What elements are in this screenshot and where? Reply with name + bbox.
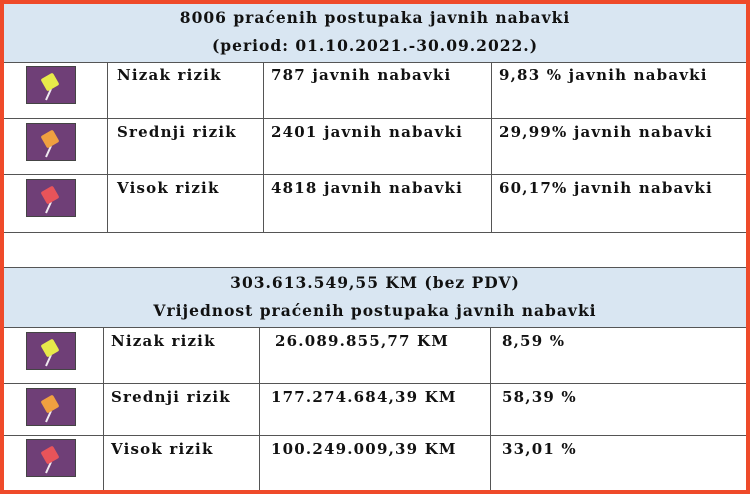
procurement-value: 177.274.684,39 KM	[271, 388, 457, 406]
value-percent: 33,01 %	[502, 440, 577, 458]
procurement-value: 100.249.009,39 KM	[271, 440, 457, 458]
risk-flag-icon	[26, 123, 76, 161]
section2-header	[4, 267, 746, 328]
procurement-count: 2401 javnih nabavki	[271, 123, 464, 141]
procurement-percent: 60,17% javnih nabavki	[499, 179, 713, 197]
risk-flag-icon	[26, 66, 76, 104]
table-row	[4, 384, 746, 436]
risk-level-label: Srednji rizik	[111, 388, 231, 406]
table-row	[4, 436, 746, 490]
value-percent: 8,59 %	[502, 332, 566, 350]
risk-level-label: Nizak rizik	[111, 332, 216, 350]
table-row	[4, 62, 746, 119]
risk-level-label: Srednji rizik	[117, 123, 237, 141]
section1-header	[4, 4, 746, 63]
table-row	[4, 328, 746, 384]
risk-flag-icon	[26, 388, 76, 426]
procurement-count: 787 javnih nabavki	[271, 66, 452, 84]
procurement-count: 4818 javnih nabavki	[271, 179, 464, 197]
procurement-percent: 29,99% javnih nabavki	[499, 123, 713, 141]
section2-subtitle: Vrijednost praćenih postupaka javnih nabavki	[153, 301, 597, 320]
risk-flag-icon	[26, 332, 76, 370]
table-row	[4, 119, 746, 175]
risk-level-label: Visok rizik	[117, 179, 220, 197]
section1-subtitle: (period: 01.10.2021.-30.09.2022.)	[211, 36, 539, 55]
procurement-percent: 9,83 % javnih nabavki	[499, 66, 708, 84]
value-percent: 58,39 %	[502, 388, 577, 406]
risk-level-label: Visok rizik	[111, 440, 214, 458]
section-spacer	[4, 233, 746, 267]
section1-title: 8006 praćenih postupaka javnih nabavki	[179, 8, 571, 27]
section2-title: 303.613.549,55 KM (bez PDV)	[230, 273, 520, 292]
procurement-value: 26.089.855,77 KM	[275, 332, 450, 350]
risk-flag-icon	[26, 179, 76, 217]
risk-flag-icon	[26, 439, 76, 477]
risk-level-label: Nizak rizik	[117, 66, 222, 84]
table-row	[4, 175, 746, 233]
